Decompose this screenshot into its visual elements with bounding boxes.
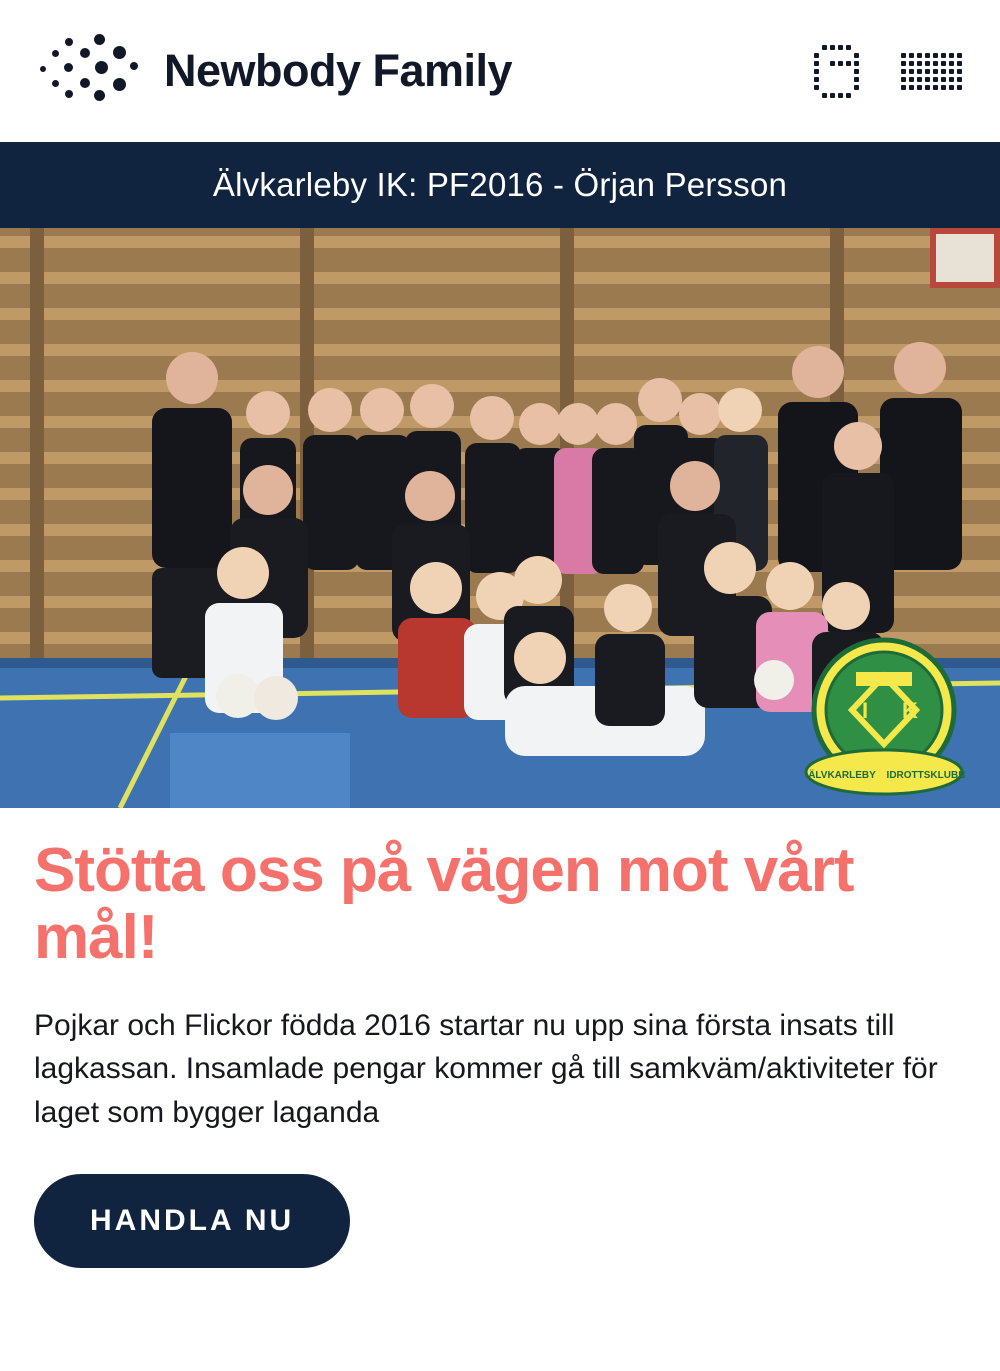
svg-text:ÄLVKARLEBY: ÄLVKARLEBY <box>808 770 876 781</box>
svg-text:K: K <box>902 698 918 723</box>
account-icon[interactable] <box>814 45 859 98</box>
dots-logo-icon <box>38 32 146 110</box>
page-title: Stötta oss på vägen mot vårt mål! <box>34 836 854 972</box>
brand-logo-link[interactable] <box>38 32 512 110</box>
header-actions <box>814 45 962 98</box>
menu-grid-icon[interactable] <box>901 53 962 90</box>
campaign-title-bar <box>0 142 1000 228</box>
brand-title: Newbody Family <box>164 45 513 96</box>
campaign-title: Älvkarleby IK: PF2016 - Örjan Persson <box>212 166 788 203</box>
svg-text:IDROTTSKLUBB: IDROTTSKLUBB <box>886 770 966 781</box>
campaign-content <box>0 808 1000 1268</box>
alvkarleby-ik-club-badge <box>784 632 984 800</box>
site-header <box>0 0 1000 142</box>
team-photo <box>0 228 1000 808</box>
svg-text:I: I <box>862 698 869 723</box>
campaign-description: Pojkar och Flickor födda 2016 startar nu upp sina första insats till lagkassan. Insamlade pengar kommer gå till samkväm/aktiviteter för laget som bygger laganda <box>34 1008 938 1129</box>
shop-now-button[interactable]: HANDLA NU <box>34 1174 350 1268</box>
